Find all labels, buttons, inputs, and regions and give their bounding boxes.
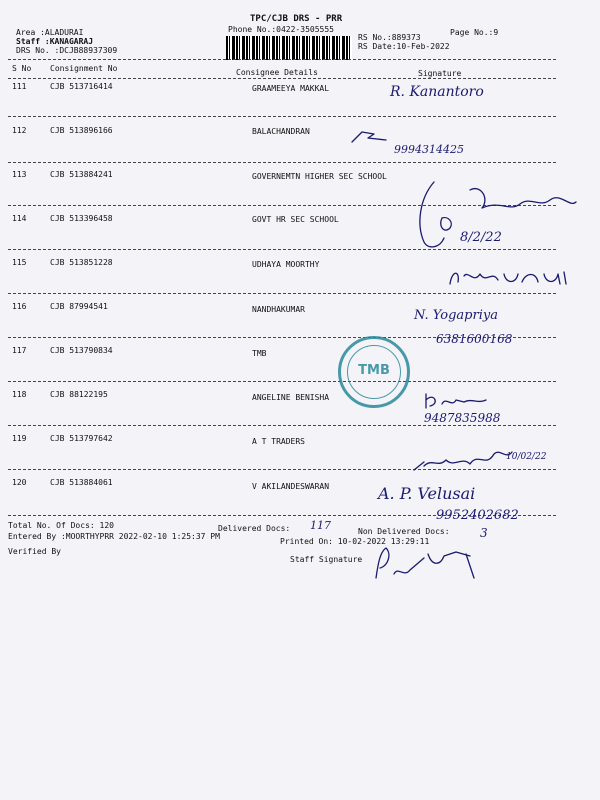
page-number: Page No.:9	[450, 28, 499, 37]
row-consignment: CJB 513790834	[50, 346, 113, 355]
row-consignee: ANGELINE BENISHA	[252, 393, 330, 402]
row-divider	[8, 425, 556, 426]
row-sno: 117	[12, 346, 27, 355]
row-consignment: CJB 87994541	[50, 302, 108, 311]
row-divider	[8, 381, 556, 382]
row-sno: 116	[12, 302, 27, 311]
delivered-docs-label: Delivered Docs:	[218, 524, 291, 533]
row-consignee: TMB	[252, 349, 267, 358]
phone-number: Phone No.:0422-3505555	[228, 25, 334, 34]
row-consignee: GRAAMEEYA MAKKAL	[252, 84, 330, 93]
row-sno: 112	[12, 126, 27, 135]
column-sno: S No	[12, 64, 32, 73]
rs-date: RS Date:10-Feb-2022	[358, 42, 450, 51]
row-sno: 113	[12, 170, 27, 179]
total-docs: Total No. Of Docs: 120	[8, 521, 114, 530]
handwritten-phone-112: 9994314425	[394, 143, 464, 156]
row-consignment: CJB 513884061	[50, 478, 113, 487]
rs-number: RS No.:889373	[358, 33, 421, 42]
row-sno: 120	[12, 478, 27, 487]
signature-mark-113-114	[410, 178, 580, 258]
verified-by: Verified By	[8, 547, 61, 556]
report-title: TPC/CJB DRS - PRR	[250, 14, 343, 24]
staff-signature-label: Staff Signature	[290, 555, 363, 564]
row-consignment: CJB 513716414	[50, 82, 113, 91]
printed-on: Printed On: 10-02-2022 13:29:11	[280, 537, 430, 546]
row-sno: 114	[12, 214, 27, 223]
handwritten-signature-116: N. Yogapriya	[414, 308, 498, 323]
signature-mark-119	[410, 442, 520, 476]
row-consignment: CJB 88122195	[50, 390, 108, 399]
signature-mark-118	[420, 390, 490, 412]
row-sno: 115	[12, 258, 27, 267]
row-consignee: V AKILANDESWARAN	[252, 482, 330, 491]
row-sno: 119	[12, 434, 27, 443]
non-delivered-docs-label: Non Delivered Docs:	[358, 527, 450, 536]
handwritten-phone-120: 9952402682	[436, 508, 519, 523]
staff-signature-mark	[370, 544, 490, 584]
handwritten-signature-120: A. P. Velusai	[378, 484, 476, 503]
row-consignee: GOVERNEMTN HIGHER SEC SCHOOL	[252, 172, 387, 181]
row-sno: 118	[12, 390, 27, 399]
column-signature: Signature	[418, 69, 462, 78]
handwritten-phone-116: 6381600168	[436, 332, 513, 346]
area-label: Area :ALADURAI	[16, 28, 84, 37]
row-divider	[8, 116, 556, 117]
handwritten-date-114: 8/2/22	[460, 230, 502, 245]
bank-stamp	[338, 336, 410, 408]
staff-label: Staff :KANAGARAJ	[16, 37, 94, 46]
row-consignee: A T TRADERS	[252, 437, 305, 446]
row-sno: 111	[12, 82, 27, 91]
row-consignee: UDHAYA MOORTHY	[252, 260, 320, 269]
row-consignee: BALACHANDRAN	[252, 127, 310, 136]
drs-number: DRS No. :DCJB88937309	[16, 46, 118, 55]
row-consignment: CJB 513896166	[50, 126, 113, 135]
signature-mark-115	[446, 266, 576, 288]
column-consignee: Consignee Details	[236, 68, 318, 77]
handwritten-signature-111: R. Kanantoro	[390, 84, 484, 100]
barcode	[226, 36, 352, 60]
row-consignment: CJB 513797642	[50, 434, 113, 443]
signature-mark-112	[350, 128, 390, 148]
entered-by: Entered By :MOORTHYPRR 2022-02-10 1:25:37 PM	[8, 532, 220, 541]
handwritten-non-delivered-count: 3	[480, 526, 488, 540]
row-consignment: CJB 513884241	[50, 170, 113, 179]
column-consignment: Consignment No	[50, 64, 118, 73]
stamp-text: TMB	[358, 363, 390, 378]
row-consignee: NANDHAKUMAR	[252, 305, 305, 314]
row-divider	[8, 162, 556, 163]
row-consignment: CJB 513396458	[50, 214, 113, 223]
handwritten-phone-118: 9487835988	[424, 411, 501, 425]
header-divider	[8, 59, 556, 60]
columns-divider	[8, 78, 556, 79]
row-divider	[8, 293, 556, 294]
row-consignee: GOVT HR SEC SCHOOL	[252, 215, 339, 224]
handwritten-date-119: 10/02/22	[506, 452, 547, 462]
handwritten-delivered-count: 117	[310, 519, 331, 532]
row-consignment: CJB 513851228	[50, 258, 113, 267]
